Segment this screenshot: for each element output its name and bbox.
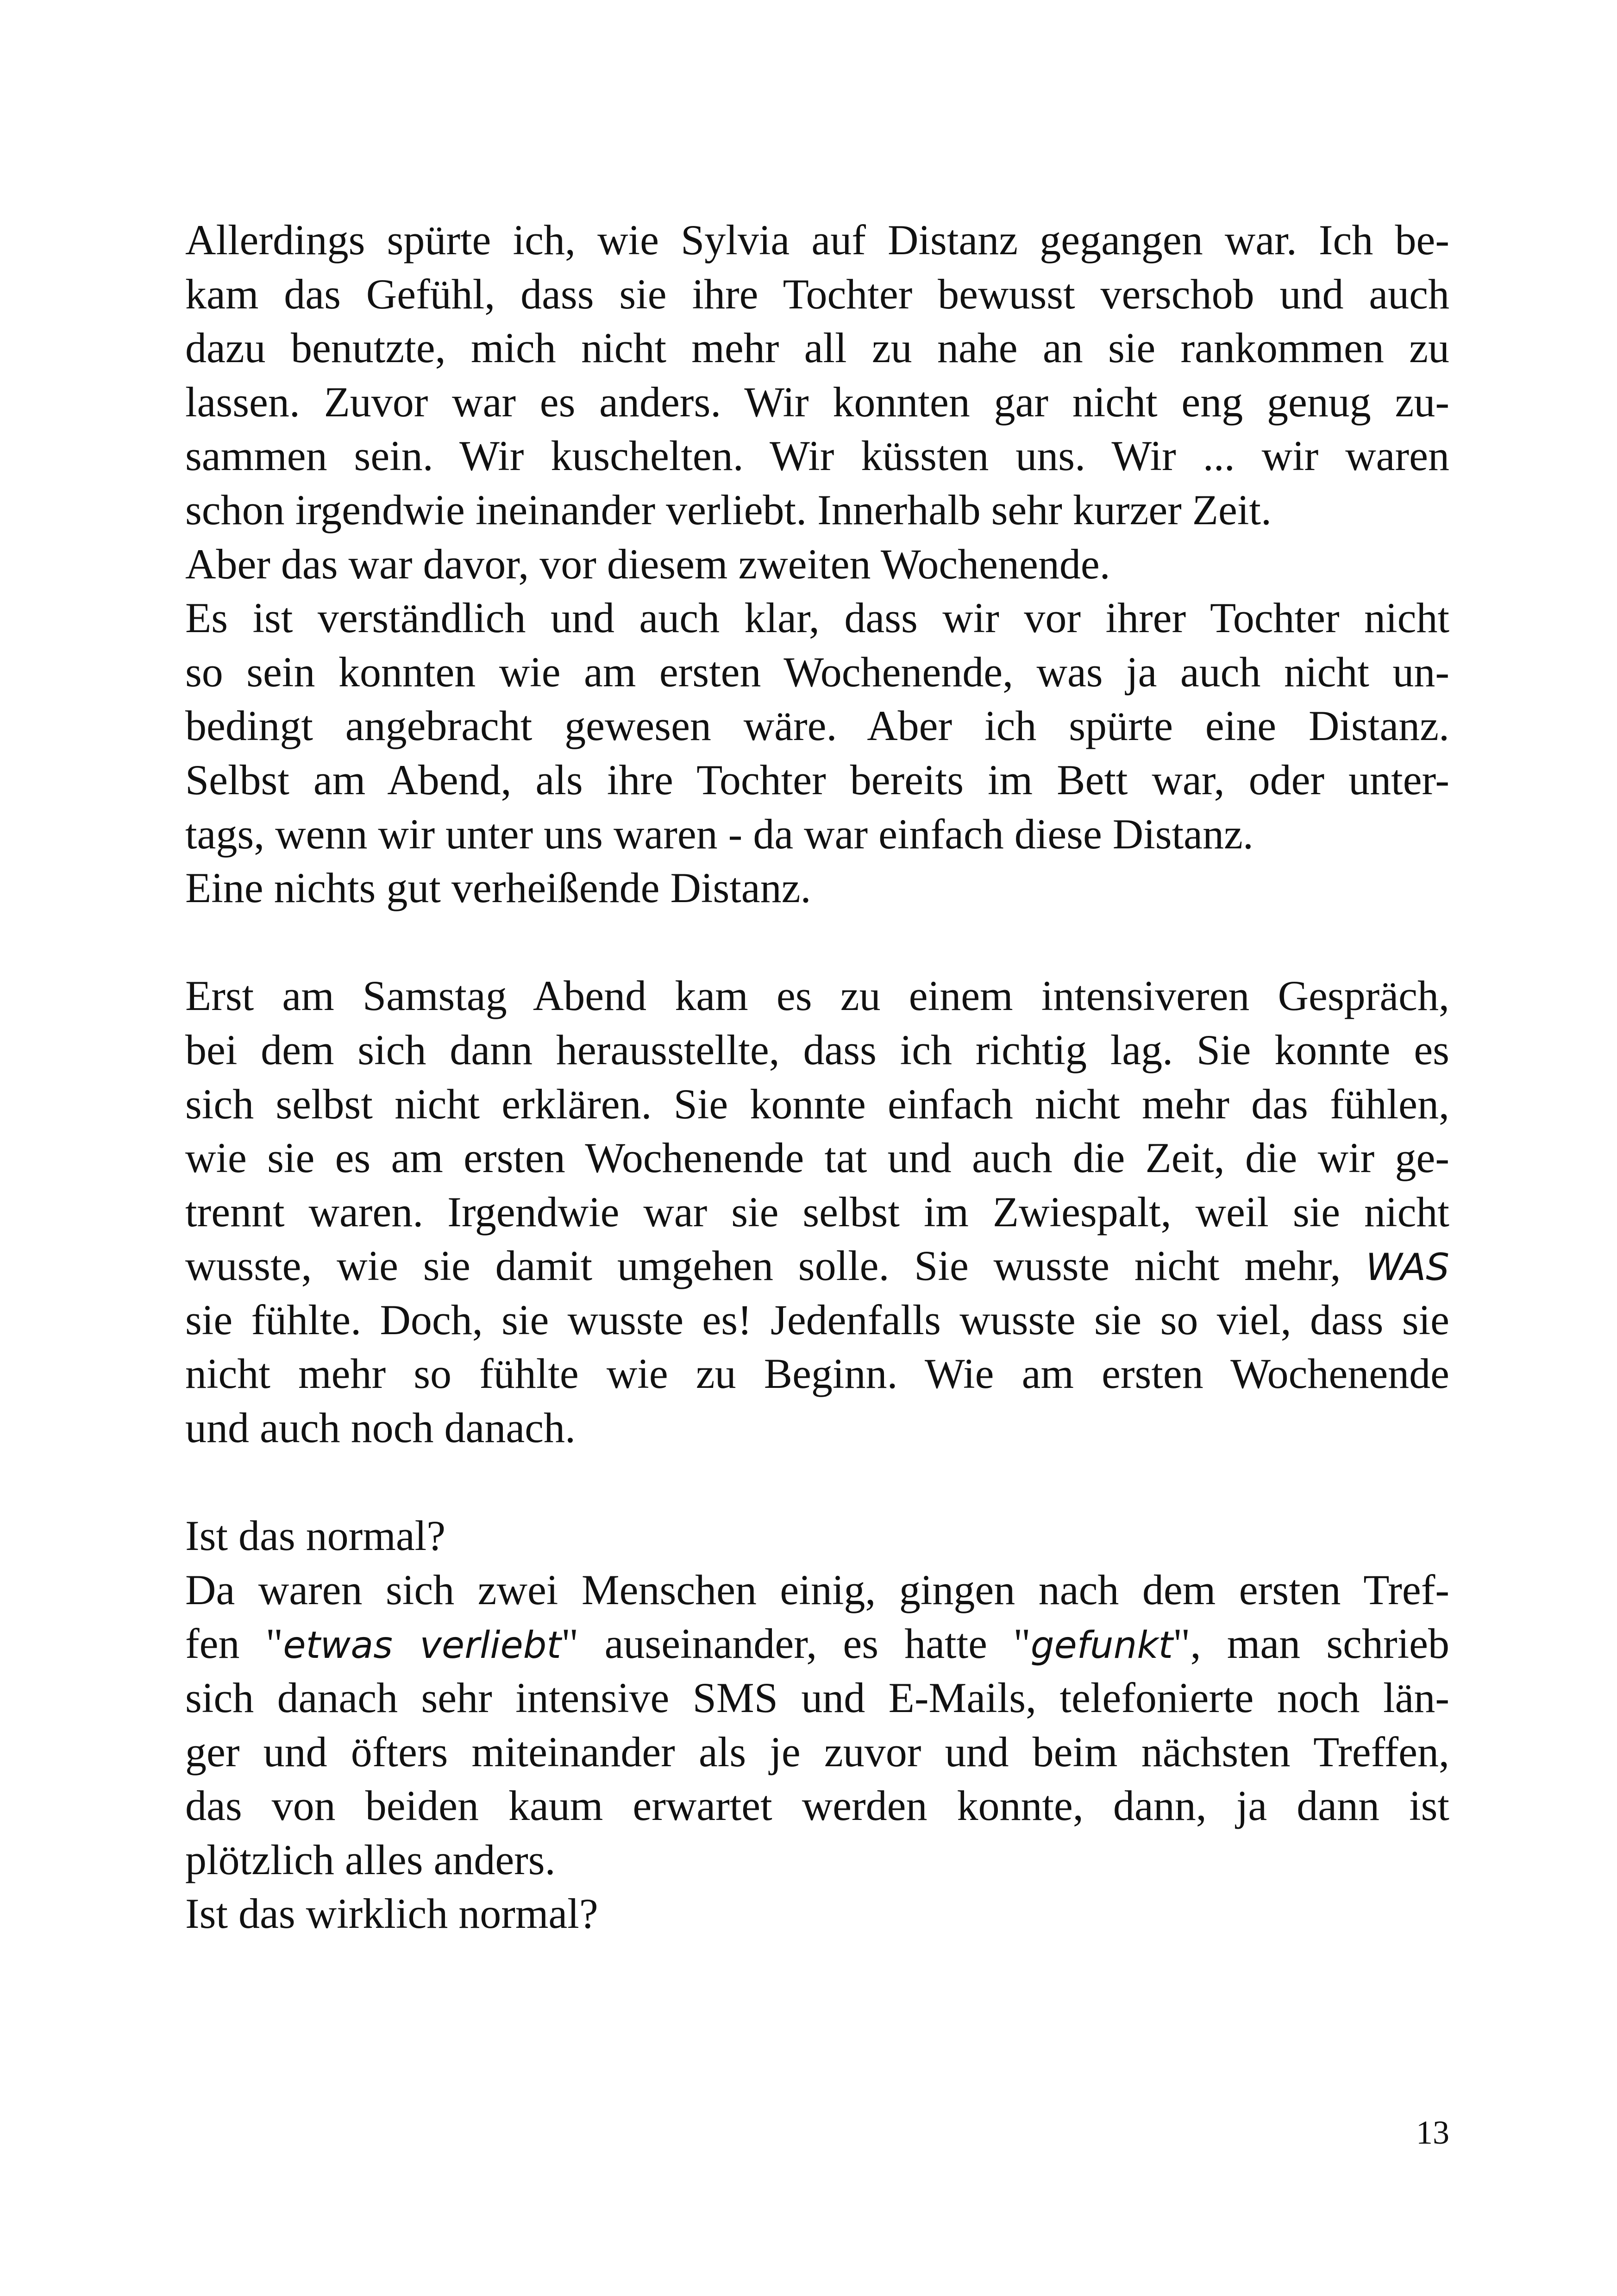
text-line: ger und öfters miteinander als je zuvor und beim nächsten Treffen, (185, 1728, 1449, 1775)
text-line (185, 1239, 1449, 1293)
text-segment: fen " (185, 1620, 283, 1668)
text-line: dazu benutzte, mich nicht mehr all zu nahe an sie rankommen zu (185, 324, 1449, 372)
text-segment: wusste, wie sie damit umgehen solle. Sie wusste nicht mehr, (185, 1242, 1366, 1290)
emphasis-text: gefunkt (1030, 1624, 1173, 1667)
text-segment: ", man schrieb (1173, 1620, 1449, 1668)
text-line: Es ist verständlich und auch klar, dass wir vor ihrer Tochter nicht (185, 594, 1449, 642)
text-line: so sein konnten wie am ersten Wochenende, was ja auch nicht un- (185, 648, 1449, 696)
text-line: schon irgendwie ineinander verliebt. Innerhalb sehr kurzer Zeit. (185, 486, 1272, 533)
text-line: Da waren sich zwei Menschen einig, gingen nach dem ersten Tref- (185, 1566, 1449, 1613)
text-line: Allerdings spürte ich, wie Sylvia auf Distanz gegangen war. Ich be- (185, 216, 1449, 263)
text-line: sammen sein. Wir kuschelten. Wir küssten uns. Wir ... wir waren (185, 432, 1449, 480)
text-line: wie sie es am ersten Wochenende tat und auch die Zeit, die wir ge- (185, 1134, 1449, 1182)
text-line: Ist das wirklich normal? (185, 1890, 598, 1938)
paragraph-gap (185, 915, 1449, 969)
text-line: sich danach sehr intensive SMS und E-Mails, telefonierte noch län- (185, 1674, 1449, 1722)
text-line: Erst am Samstag Abend kam es zu einem intensiveren Gespräch, (185, 972, 1449, 1020)
text-line: sich selbst nicht erklären. Sie konnte einfach nicht mehr das fühlen, (185, 1080, 1449, 1128)
paragraph-gap (185, 1455, 1449, 1509)
text-line: tags, wenn wir unter uns waren - da war einfach diese Distanz. (185, 810, 1253, 858)
text-line: Selbst am Abend, als ihre Tochter bereits im Bett war, oder unter- (185, 756, 1449, 803)
text-line: Ist das normal? (185, 1512, 446, 1560)
text-line: Eine nichts gut verheißende Distanz. (185, 864, 811, 912)
text-line: bedingt angebracht gewesen wäre. Aber ich spürte eine Distanz. (185, 702, 1449, 750)
text-line: nicht mehr so fühlte wie zu Beginn. Wie am ersten Wochenende (185, 1350, 1449, 1398)
text-segment: " auseinander, es hatte " (561, 1620, 1031, 1668)
page-number: 13 (1416, 2114, 1449, 2151)
text-line: plötzlich alles anders. (185, 1836, 556, 1883)
text-line: bei dem sich dann herausstellte, dass ich richtig lag. Sie konnte es (185, 1026, 1449, 1073)
text-line: trennt waren. Irgendwie war sie selbst im Zwiespalt, weil sie nicht (185, 1188, 1449, 1236)
emphasis-text: etwas verliebt (283, 1624, 561, 1667)
text-line: sie fühlte. Doch, sie wusste es! Jedenfalls wusste sie so viel, dass sie (185, 1296, 1449, 1343)
text-line (185, 1617, 1449, 1671)
text-line: das von beiden kaum erwartet werden konnte, dann, ja dann ist (185, 1782, 1449, 1830)
text-line: lassen. Zuvor war es anders. Wir konnten gar nicht eng genug zu- (185, 378, 1449, 426)
body-text (185, 213, 1449, 1941)
text-line: kam das Gefühl, dass sie ihre Tochter bewusst verschob und auch (185, 270, 1449, 318)
text-line: und auch noch danach. (185, 1404, 576, 1452)
text-line: Aber das war davor, vor diesem zweiten Wochenende. (185, 540, 1110, 588)
emphasis-text: WAS (1366, 1246, 1449, 1289)
